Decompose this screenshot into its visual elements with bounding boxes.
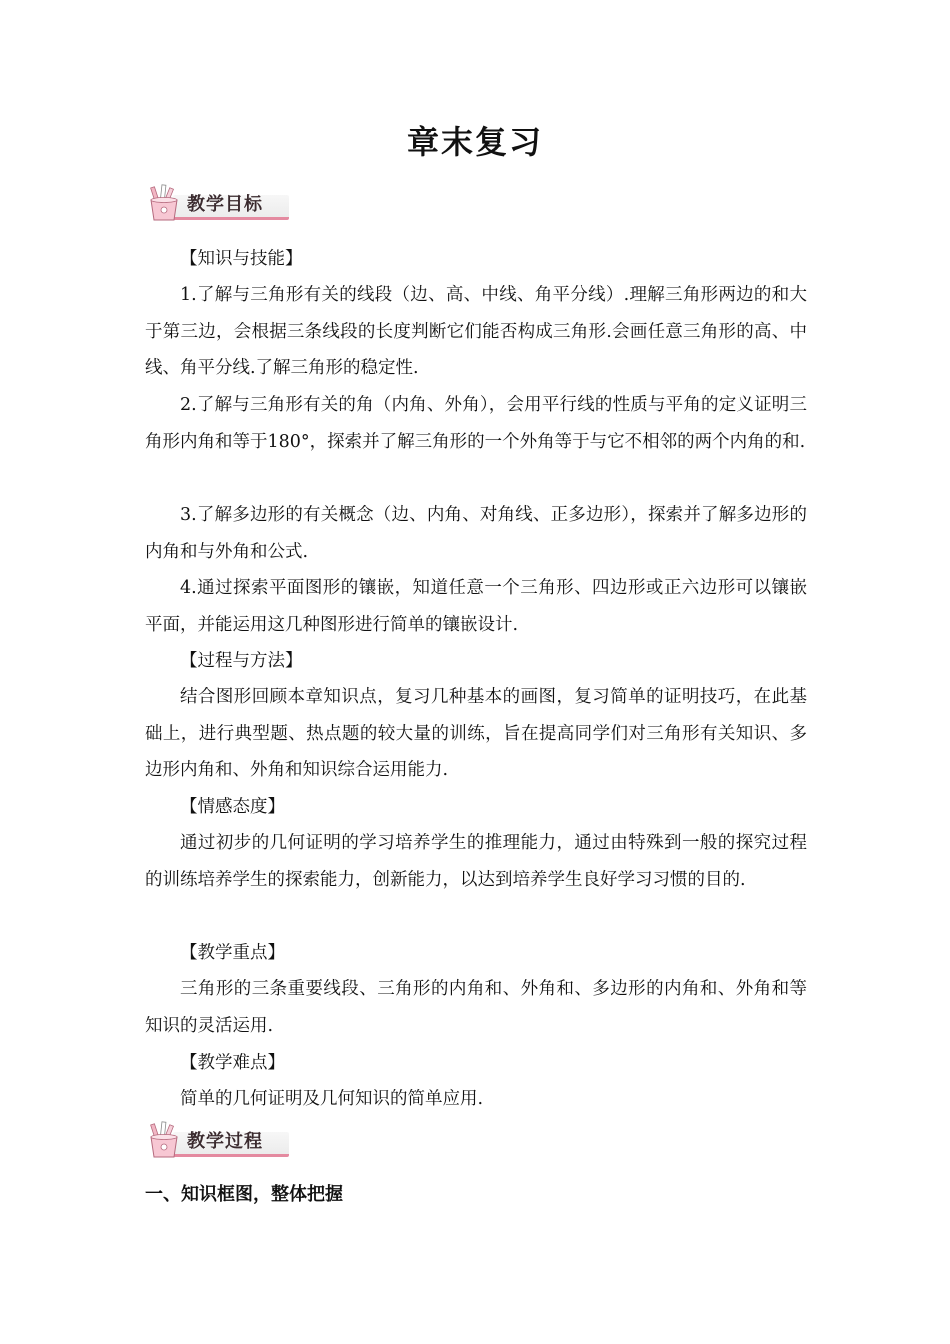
section-knowledge-skills: 【知识与技能】 [180,249,303,269]
paragraph-knowledge-1: 1.了解与三角形有关的线段（边、高、中线、角平分线）.理解三角形两边的和大于第三边，会根据三条线段的长度判断它们能否构成三角形.会画任意三角形的高、中线、角平分线.了解三角形的稳定性. [145,285,807,378]
pencil-cup-icon [145,1120,185,1160]
banner-label: 教学过程 [187,1131,263,1152]
paragraph-teaching-key-points: 三角形的三条重要线段、三角形的内角和、外角和、多边形的内角和、外角和等知识的灵活运用. [145,979,807,1036]
heading-knowledge-framework: 一、知识框图，整体把握 [145,1184,343,1205]
paragraph-emotional-attitude: 通过初步的几何证明的学习培养学生的推理能力，通过由特殊到一般的探究过程的训练培养学生的探索能力，创新能力，以达到培养学生良好学习习惯的目的. [145,833,807,890]
paragraph-teaching-difficulties: 简单的几何证明及几何知识的简单应用. [180,1089,484,1109]
banner-teaching-goals [143,183,293,223]
paragraph-knowledge-3: 3.了解多边形的有关概念（边、内角、对角线、正多边形），探索并了解多边形的内角和与外角和公式. [145,505,807,562]
banner-teaching-process [143,1120,293,1160]
pencil-cup-icon [145,183,185,223]
section-teaching-difficulties: 【教学难点】 [180,1053,285,1073]
paragraph-knowledge-4: 4.通过探索平面图形的镶嵌，知道任意一个三角形、四边形或正六边形可以镶嵌平面，并能运用这几种图形进行简单的镶嵌设计. [145,578,807,635]
paragraph-process-method: 结合图形回顾本章知识点，复习几种基本的画图，复习简单的证明技巧，在此基础上，进行典型题、热点题的较大量的训练，旨在提高同学们对三角形有关知识、多边形内角和、外角和知识综合运用能力. [145,687,807,780]
section-emotional-attitude: 【情感态度】 [180,797,285,817]
paragraph-knowledge-2: 2.了解与三角形有关的角（内角、外角），会用平行线的性质与平角的定义证明三角形内角和等于180°，探索并了解三角形的一个外角等于与它不相邻的两个内角的和. [145,395,807,452]
section-process-method: 【过程与方法】 [180,651,303,671]
banner-label: 教学目标 [187,194,263,215]
page-title: 章末复习 [406,123,543,161]
section-teaching-key-points: 【教学重点】 [180,943,285,963]
